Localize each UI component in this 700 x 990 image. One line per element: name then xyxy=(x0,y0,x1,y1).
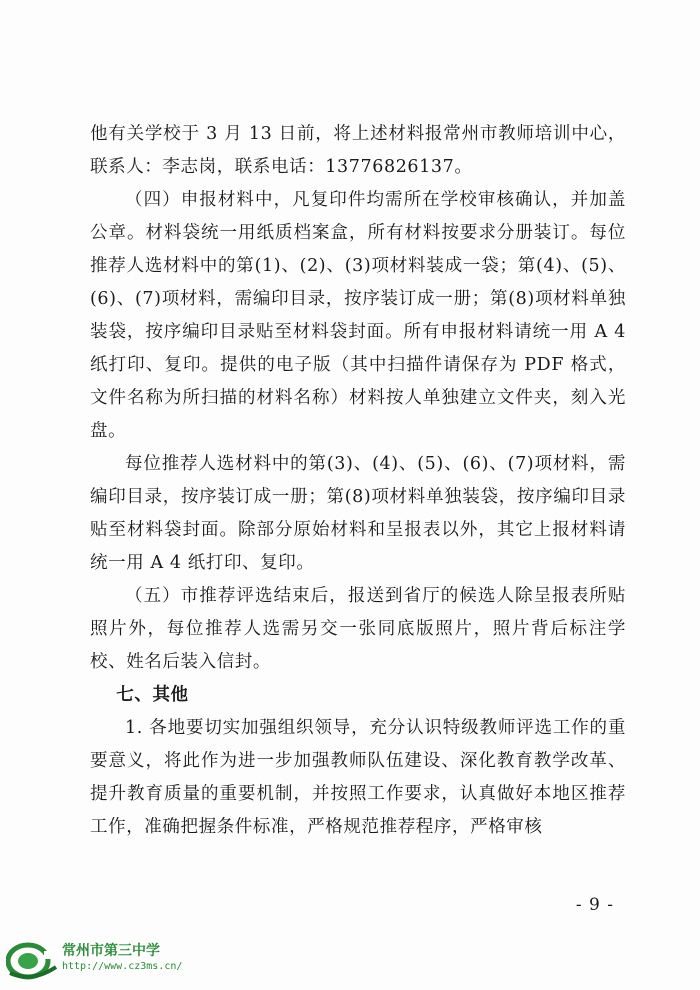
watermark-school-name: 常州市第三中学 xyxy=(62,943,160,959)
section-heading-other: 七、其他 xyxy=(116,685,189,705)
paragraph-binding-instructions: 每位推荐人选材料中的第(3)、(4)、(5)、(6)、(7)项材料，需编印目录，按序装订成一册；第(8)项材料单独装袋，按序编印目录贴至材料袋封面。除部分原始材料和呈报表以外，其它上报材料请统一用 A 4 纸打印、复印。 xyxy=(90,454,626,573)
watermark-url[interactable]: http://www.cz3ms.cn/ xyxy=(62,961,183,972)
document-body xyxy=(90,118,626,844)
page-number: - 9 - xyxy=(575,895,614,915)
paragraph-item-4-materials: （四）申报材料中，凡复印件均需所在学校审核确认，并加盖公章。材料袋统一用纸质档案盒，所有材料按要求分册装订。每位推荐人选材料中的第(1)、(2)、(3)项材料装成一袋；第(4)、(5)、(6)、(7)项材料，需编印目录，按序装订成一册；第(8)项材料单独装袋，按序编印目录贴至材料袋封面。所有申报材料请统一用 A 4 纸打印、复印。提供的电子版（其中扫描件请保存为 PDF 格式，文件名称为所扫描的材料名称）材料按人单独建立文件夹，刻入光盘。 xyxy=(90,190,626,441)
paragraph-deadline-contact: 他有关学校于 3 月 13 日前，将上述材料报常州市教师培训中心，联系人：李志岗，联系电话：13776826137。 xyxy=(90,124,626,177)
school-logo-icon xyxy=(6,937,58,981)
paragraph-item-5-photos: （五）市推荐评选结束后，报送到省厅的候选人除呈报表所贴照片外，每位推荐人选需另交一张同底版照片，照片背后标注学校、姓名后装入信封。 xyxy=(90,586,626,672)
school-watermark xyxy=(6,937,183,981)
paragraph-other-1: 1. 各地要切实加强组织领导，充分认识特级教师评选工作的重要意义，将此作为进一步加强教师队伍建设、深化教育教学改革、提升教育质量的重要机制，并按照工作要求，认真做好本地区推荐工作，准确把握条件标准，严格规范推荐程序，严格审核 xyxy=(90,718,626,837)
